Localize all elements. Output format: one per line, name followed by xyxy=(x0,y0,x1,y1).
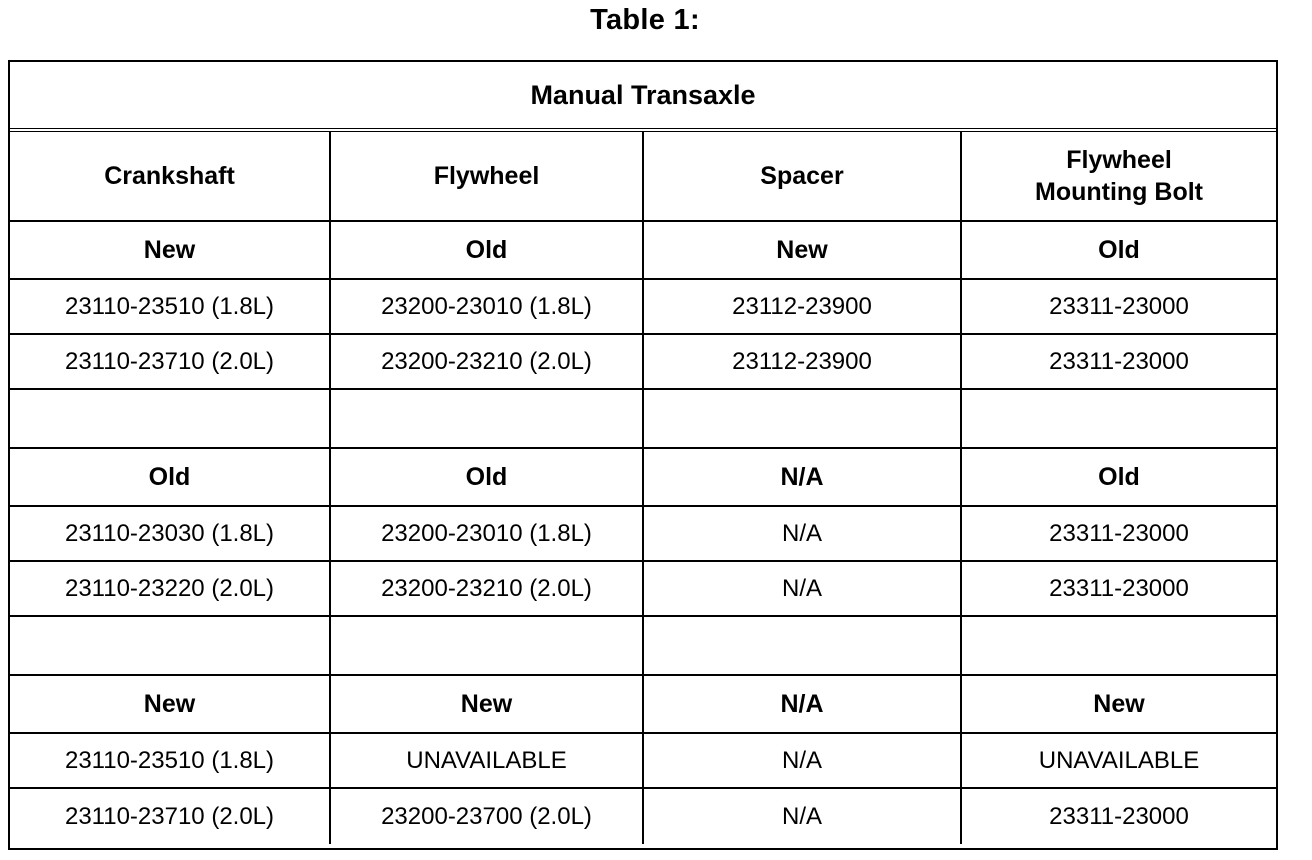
table-cell: 23200-23700 (2.0L) xyxy=(331,789,644,844)
table-cell: 23110-23220 (2.0L) xyxy=(10,562,331,615)
empty-cell xyxy=(962,390,1276,447)
table-cell: 23200-23010 (1.8L) xyxy=(331,280,644,333)
spacer-row xyxy=(10,390,1276,449)
empty-cell xyxy=(962,617,1276,674)
table-cell: 23110-23510 (1.8L) xyxy=(10,734,331,787)
table-row xyxy=(10,734,1276,789)
parts-table xyxy=(8,60,1278,850)
table-cell: 23110-23030 (1.8L) xyxy=(10,507,331,560)
column-header: Spacer xyxy=(644,132,962,220)
status-cell: New xyxy=(331,676,644,732)
table-cell: N/A xyxy=(644,507,962,560)
table-cell: N/A xyxy=(644,734,962,787)
spacer-row xyxy=(10,617,1276,676)
table-cell: 23311-23000 xyxy=(1049,292,1189,320)
table-cell: UNAVAILABLE xyxy=(1038,746,1200,774)
table-cell: UNAVAILABLE xyxy=(331,734,644,787)
table-cell: 23112-23900 xyxy=(644,280,962,333)
table-cell: 23200-23210 (2.0L) xyxy=(331,335,644,388)
empty-cell xyxy=(10,390,331,447)
table-cell: 23311-23000 xyxy=(1049,574,1189,602)
table-cell: 23110-23510 (1.8L) xyxy=(10,280,331,333)
table-caption: Table 1: xyxy=(590,4,700,36)
status-cell: Old xyxy=(1098,235,1140,264)
column-header: Flywheel Mounting Bolt xyxy=(1035,145,1203,206)
table-cell: 23200-23210 (2.0L) xyxy=(331,562,644,615)
status-cell: N/A xyxy=(644,676,962,732)
column-header: Flywheel xyxy=(331,132,644,220)
status-cell: New xyxy=(1093,689,1145,718)
table-cell: 23110-23710 (2.0L) xyxy=(10,335,331,388)
empty-cell xyxy=(331,617,644,674)
status-cell: Old xyxy=(1098,462,1140,491)
empty-cell xyxy=(644,617,962,674)
table-cell: N/A xyxy=(644,562,962,615)
table-cell: 23311-23000 xyxy=(1049,802,1189,830)
empty-cell xyxy=(644,390,962,447)
table-row xyxy=(10,507,1276,562)
table-cell: 23311-23000 xyxy=(1049,519,1189,547)
status-cell: N/A xyxy=(644,449,962,505)
empty-cell xyxy=(10,617,331,674)
table-cell: 23110-23710 (2.0L) xyxy=(10,789,331,844)
status-cell: Old xyxy=(331,449,644,505)
status-row xyxy=(10,449,1276,507)
table-row xyxy=(10,280,1276,335)
table-cell: 23311-23000 xyxy=(1049,347,1189,375)
status-row xyxy=(10,222,1276,280)
status-cell: Old xyxy=(331,222,644,278)
column-header-row xyxy=(10,132,1276,222)
table-row xyxy=(10,335,1276,390)
column-header: Crankshaft xyxy=(10,132,331,220)
status-cell: New xyxy=(10,676,331,732)
table-row xyxy=(10,562,1276,617)
table-cell: 23112-23900 xyxy=(644,335,962,388)
status-cell: Old xyxy=(10,449,331,505)
status-row xyxy=(10,676,1276,734)
table-cell: 23200-23010 (1.8L) xyxy=(331,507,644,560)
table-cell: N/A xyxy=(644,789,962,844)
status-cell: New xyxy=(644,222,962,278)
status-cell: New xyxy=(10,222,331,278)
empty-cell xyxy=(331,390,644,447)
table-title: Manual Transaxle xyxy=(10,62,1276,132)
table-row xyxy=(10,789,1276,844)
